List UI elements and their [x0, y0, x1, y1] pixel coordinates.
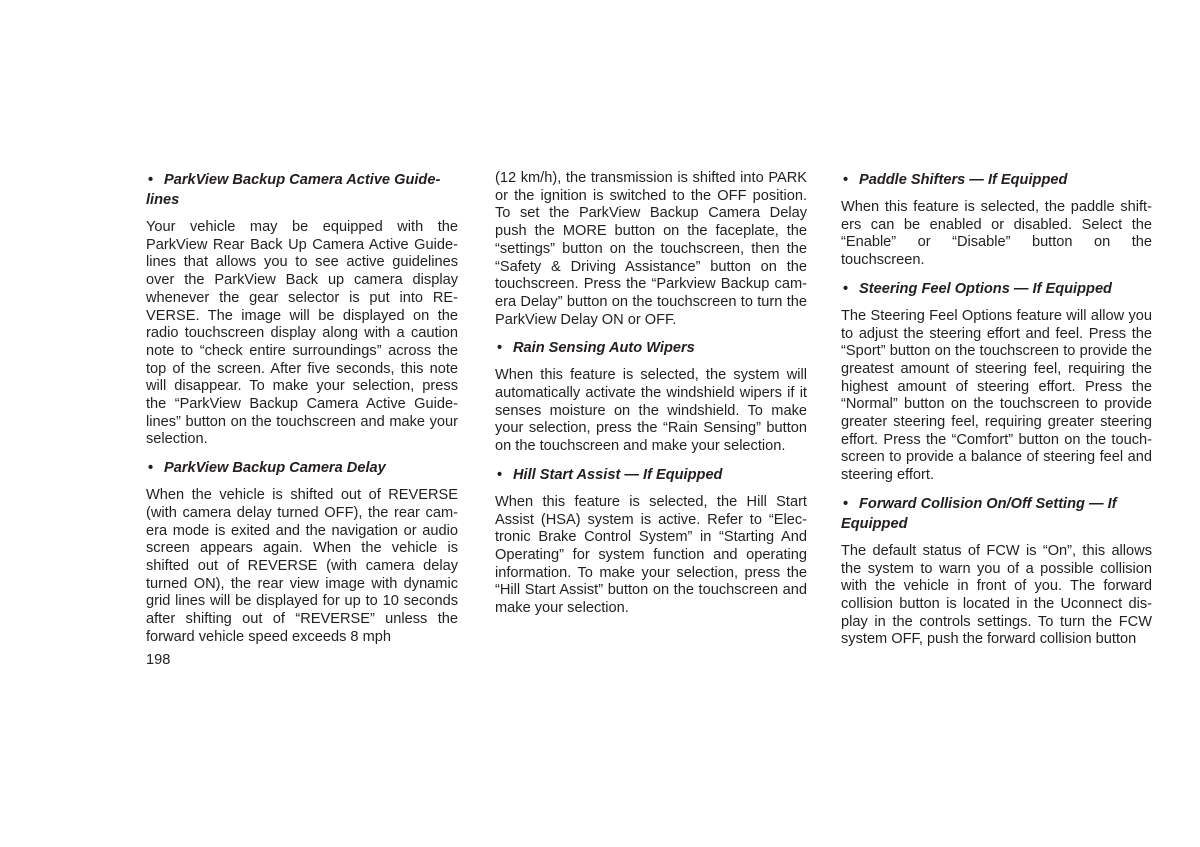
section-heading: • Paddle Shifters — If Equipped [843, 172, 1068, 188]
page-number: 198 [146, 652, 171, 668]
section-heading: • ParkView Backup Camera Active Guidelines [146, 172, 441, 208]
section-heading: • ParkView Backup Camera Delay [148, 460, 386, 477]
bullet-icon: • [843, 280, 849, 297]
section-paragraph: When this feature is selected, the Hill Start Assist (HSA) system is active. Refer to “Electronic Brake Control System” in “Starting And Operating” for system function and operating information. To make your selection, press the “Hill Start Assist” button on the touchscreen and make your selection. [495, 493, 807, 617]
bullet-icon: • [843, 172, 849, 188]
bullet-icon: • [148, 460, 154, 477]
bullet-icon: • [497, 340, 503, 357]
section-paragraph: When this feature is selected, the paddle shifters can be enabled or disabled. Select the “Enable” or “Disable” button on the touchscreen. [841, 199, 1152, 269]
section-paragraph: The Steering Feel Options feature will allow you to adjust the steering effort and feel. Press the “Sport” button on the touchscreen to provide the greatest amount of steering feel, requiring the highest amount of steering effort. Press the “Normal” button on the touchscreen to provide greater steering feel, requiring greater steering effort. Press the “Comfort” button on the touchscreen to provide a balance of steering feel and steering effort. [841, 307, 1152, 484]
bullet-icon: • [148, 172, 154, 188]
section-paragraph: When the vehicle is shifted out of REVERSE (with camera delay turned OFF), the rear camera mode is exited and the navigation or audio screen appears again. When the vehicle is shifted out of REVERSE (with camera delay turned ON), the rear view image with dynamic grid lines will be displayed for up to 10 seconds after shifting out of “REVERSE” unless the forward vehicle speed exceeds 8 mph [146, 487, 458, 645]
right-column [841, 170, 1152, 658]
bullet-icon: • [843, 495, 849, 512]
middle-column [495, 170, 807, 627]
section-paragraph: (12 km/h), the transmission is shifted into PARK or the ignition is switched to the OFF position. To set the ParkView Backup Camera Delay push the MORE button on the faceplate, the “settings” button on the touchscreen, then the “Safety & Driving Assistance” button on the touchscreen. Press the “Parkview Backup camera Delay” button on the touchscreen to turn the ParkView Delay ON or OFF. [495, 170, 807, 328]
section-heading: • Rain Sensing Auto Wipers [497, 340, 695, 357]
section-paragraph: Your vehicle may be equipped with the ParkView Rear Back Up Camera Active Guidelines that allows you to see active guidelines over the ParkView Back up camera display whenever the gear selector is put into REVERSE. The image will be displayed on the radio touchscreen display along with a caution note to “check entire surroundings” across the top of the screen. After five seconds, this note will disappear. To make your selection, press the “ParkView Backup Camera Active Guidelines” button on the touchscreen and make your selection. [146, 219, 458, 448]
section-heading: • Forward Collision On/Off Setting — If Equipped [841, 495, 1117, 532]
section-paragraph: The default status of FCW is “On”, this allows the system to warn you of a possible collision with the vehicle in front of you. The forward collision button is located in the Uconnect display in the controls settings. To turn the FCW system OFF, push the forward collision button [841, 542, 1152, 648]
section-heading: • Steering Feel Options — If Equipped [843, 280, 1112, 297]
section-heading: • Hill Start Assist — If Equipped [497, 466, 723, 483]
section-paragraph: When this feature is selected, the system will automatically activate the windshield wipers if it senses moisture on the windshield. To make your selection, press the “Rain Sensing” button on the touchscreen and make your selection. [495, 367, 807, 455]
bullet-icon: • [497, 466, 503, 483]
left-column [146, 170, 458, 655]
